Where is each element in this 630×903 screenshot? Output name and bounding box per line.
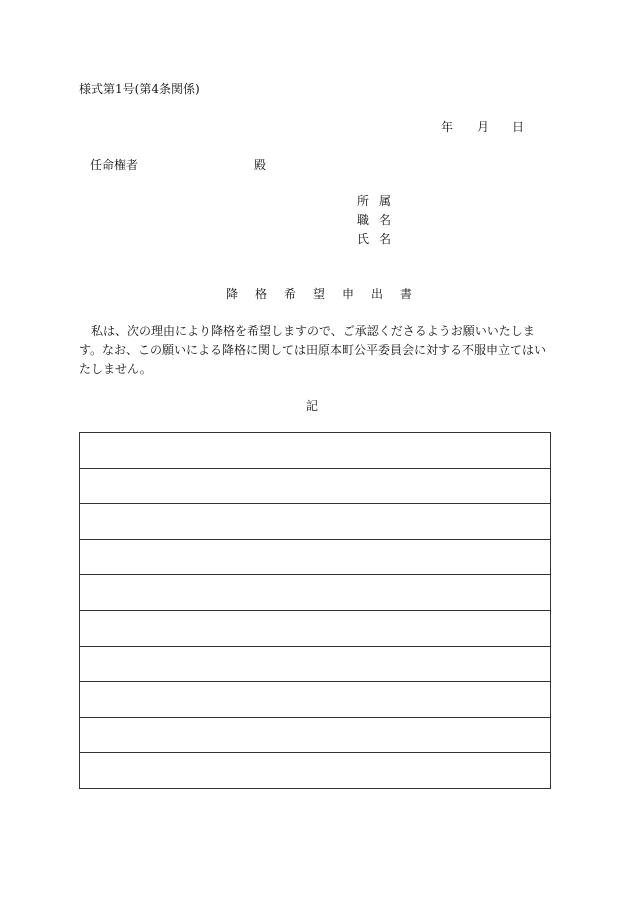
addressee-honorific: 殿 xyxy=(254,158,267,172)
date-year-label: 年 xyxy=(441,120,454,134)
name-label: 氏名 xyxy=(357,232,402,246)
post-label: 職名 xyxy=(357,213,402,227)
table-row xyxy=(80,717,551,753)
body-paragraph: 私は、次の理由により降格を希望しますので、ご承認くださるようお願いいたします。なお、この願いによる降格に関しては田原本町公平委員会に対する不服申立てはいたしません。 xyxy=(79,324,547,376)
table-row xyxy=(80,504,551,540)
reason-entry-cell[interactable] xyxy=(80,504,551,540)
table-row xyxy=(80,610,551,646)
addressee-title: 任命権者 xyxy=(90,158,139,172)
form-number: 様式第1号(第4条関係) xyxy=(79,82,200,96)
table-row xyxy=(80,682,551,718)
table-row xyxy=(80,433,551,469)
document-title: 降格希望申出書 xyxy=(226,287,430,301)
reason-entry-cell[interactable] xyxy=(80,717,551,753)
reason-entry-cell[interactable] xyxy=(80,682,551,718)
table-row xyxy=(80,539,551,575)
reason-entry-cell[interactable] xyxy=(80,575,551,611)
reason-entry-table xyxy=(79,432,551,789)
reason-entry-cell[interactable] xyxy=(80,539,551,575)
reason-entry-cell[interactable] xyxy=(80,433,551,469)
table-row xyxy=(80,575,551,611)
table-row xyxy=(80,753,551,789)
table-row xyxy=(80,468,551,504)
reason-entry-cell[interactable] xyxy=(80,646,551,682)
affiliation-label: 所属 xyxy=(357,194,402,208)
reason-entry-cell[interactable] xyxy=(80,468,551,504)
date-month-label: 月 xyxy=(477,120,490,134)
reason-entry-cell[interactable] xyxy=(80,753,551,789)
reason-entry-rows xyxy=(80,433,551,789)
reason-entry-cell[interactable] xyxy=(80,610,551,646)
date-day-label: 日 xyxy=(512,120,525,134)
ki-label: 記 xyxy=(306,399,319,413)
table-row xyxy=(80,646,551,682)
